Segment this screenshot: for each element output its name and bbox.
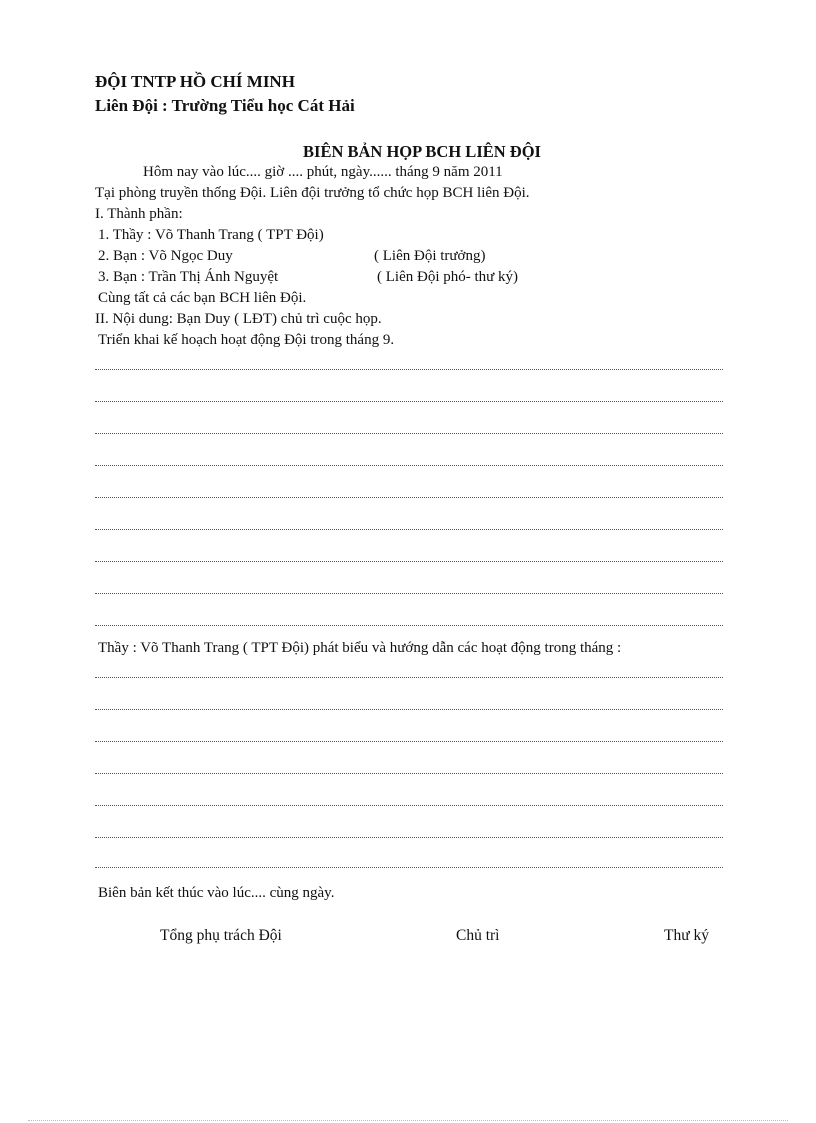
ending-line: Biên bản kết thúc vào lúc.... cùng ngày. [98,885,335,901]
signature-center-label: Chủ trì [456,927,500,944]
unit-header: Liên Đội : Trường Tiểu học Cát Hải [95,96,355,115]
fill-line [95,592,723,594]
fill-line [95,708,723,710]
signature-left-label: Tổng phụ trách Đội [160,927,282,944]
signature-right-label: Thư ký [664,927,709,944]
fill-line [95,624,723,626]
fill-line [95,772,723,774]
member-3-name: 3. Bạn : Trần Thị Ánh Nguyệt [98,269,279,285]
fill-line [95,866,723,868]
fill-line [95,464,723,466]
section-composition-heading: I. Thành phần: [95,206,183,222]
fill-line [95,368,723,370]
fill-line [95,560,723,562]
org-header: ĐỘI TNTP HỒ CHÍ MINH [95,72,295,91]
fill-line [95,740,723,742]
document-title: BIÊN BẢN HỌP BCH LIÊN ĐỘI [303,142,541,161]
fill-line [95,804,723,806]
meeting-place-line: Tại phòng truyền thống Đội. Liên đội trưởng tổ chức họp BCH liên Đội. [95,185,530,201]
fill-line [95,432,723,434]
section-content-task: Triển khai kế hoạch hoạt động Đội trong tháng 9. [98,332,395,348]
fill-line [95,496,723,498]
member-2-role: ( Liên Đội trưởng) [374,248,486,264]
fill-line [95,528,723,530]
fill-line [95,836,723,838]
member-2-name: 2. Bạn : Võ Ngọc Duy [98,248,233,264]
section-content-heading: II. Nội dung: Bạn Duy ( LĐT) chủ trì cuộc họp. [95,311,382,327]
page-bottom-divider [28,1120,788,1121]
member-1-name: 1. Thầy : Võ Thanh Trang ( TPT Đội) [98,227,324,243]
member-3-role: ( Liên Đội phó- thư ký) [377,269,519,285]
members-closing: Cùng tất cả các bạn BCH liên Đội. [98,290,307,306]
teacher-speech-line: Thầy : Võ Thanh Trang ( TPT Đội) phát biểu và hướng dẫn các hoạt động trong tháng : [98,640,622,656]
meeting-time-line: Hôm nay vào lúc.... giờ .... phút, ngày...... tháng 9 năm 2011 [143,164,503,180]
fill-line [95,400,723,402]
fill-line [95,676,723,678]
